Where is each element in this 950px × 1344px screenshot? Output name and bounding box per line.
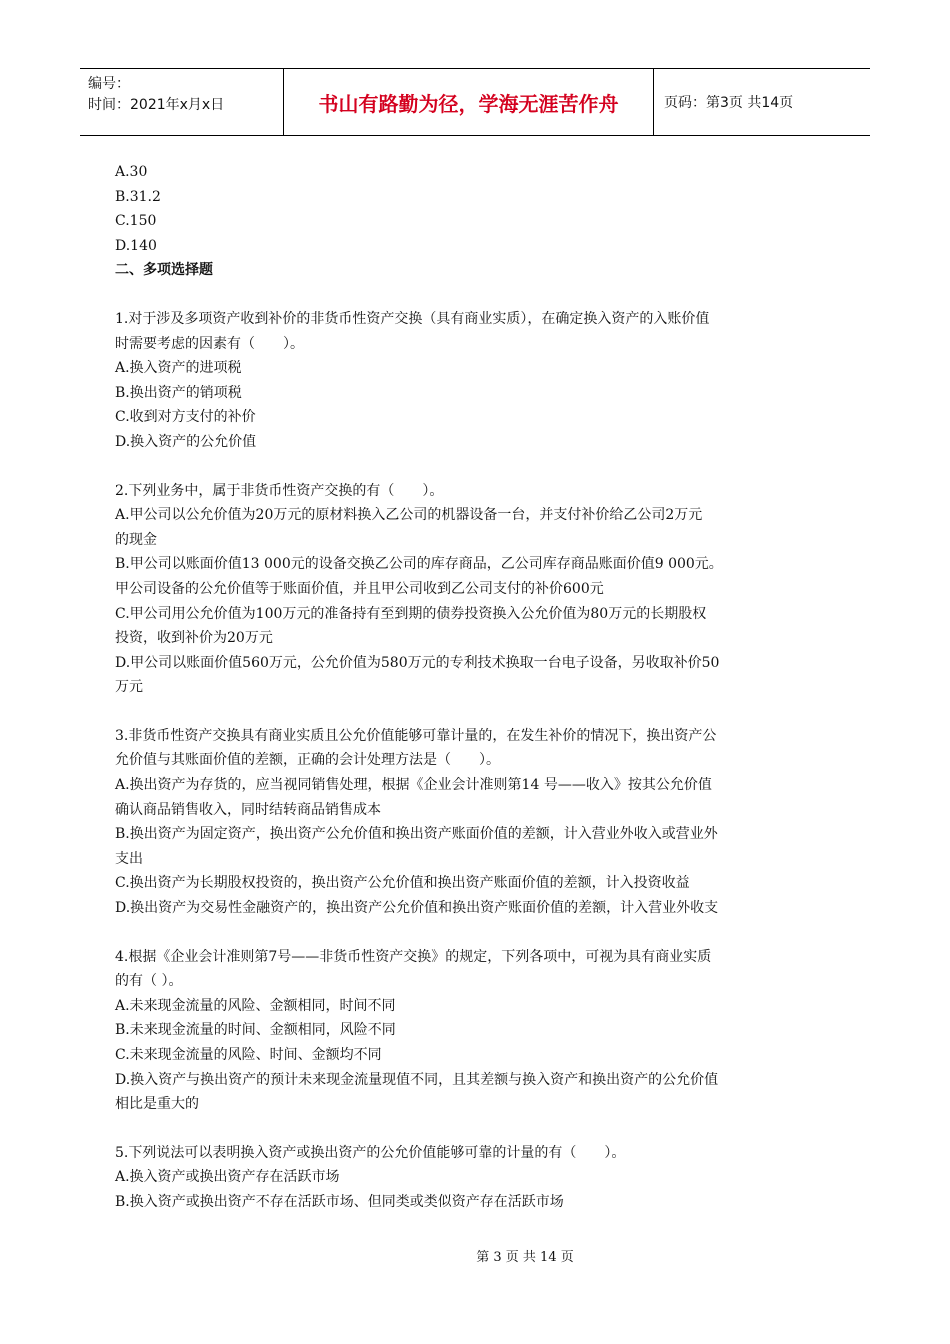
answer-option: A.未来现金流量的风险、金额相同，时间不同	[115, 997, 396, 1014]
header-top-rule	[80, 68, 870, 69]
question	[115, 724, 840, 921]
answer-option: B.换出资产的销项税	[115, 384, 242, 401]
answer-option: 相比是重大的	[115, 1096, 199, 1113]
answer-option: A.换入资产的进项税	[115, 360, 242, 377]
question-gap	[115, 455, 840, 479]
date-label: 时间：2021年x月x日	[88, 97, 225, 113]
question	[115, 1141, 840, 1215]
answer-option: 支出	[115, 850, 143, 867]
question-stem: 5.下列说法可以表明换入资产或换出资产的公允价值能够可靠的计量的有（ ）。	[115, 1144, 626, 1161]
question-gap	[115, 283, 840, 307]
question-stem: 的有（ ）。	[115, 973, 183, 990]
answer-option: 投资，收到补价为20万元	[115, 630, 273, 647]
question-stem: 时需要考虑的因素有（ ）。	[115, 335, 304, 352]
answer-option: C.未来现金流量的风险、时间、金额均不同	[115, 1047, 382, 1063]
prev-option: D.140	[115, 237, 157, 254]
answer-option: 甲公司设备的公允价值等于账面价值，并且甲公司收到乙公司支付的补价600元	[115, 580, 604, 597]
answer-option: B.换入资产或换出资产不存在活跃市场、但同类或类似资产存在活跃市场	[115, 1193, 564, 1210]
serial-label: 编号：	[88, 76, 130, 92]
question	[115, 945, 840, 1117]
answer-option: B.甲公司以账面价值13 000元的设备交换乙公司的库存商品，乙公司库存商品账面价值9 000元。	[115, 556, 723, 573]
prev-option: A.30	[115, 164, 148, 180]
answer-option: 确认商品销售收入，同时结转商品销售成本	[115, 801, 381, 818]
answer-option: A.换出资产为存货的，应当视同销售处理，根据《企业会计准则第14 号——收入》按其公允价值	[115, 777, 712, 794]
header-bottom-rule	[80, 135, 870, 136]
question-gap	[115, 700, 840, 724]
header-page-label: 页码：第3页 共14页	[664, 95, 794, 111]
answer-option: D.换出资产为交易性金融资产的，换出资产公允价值和换出资产账面价值的差额，计入营业外收支	[115, 900, 719, 917]
header-motto: 书山有路勤为径，学海无涯苦作舟	[318, 91, 619, 116]
page-footer: 第 3 页 共 14 页	[476, 1250, 574, 1265]
question	[115, 479, 840, 700]
answer-option: 万元	[115, 679, 143, 696]
prev-option: B.31.2	[115, 188, 161, 205]
answer-option: D.甲公司以账面价值560万元，公允价值为580万元的专利技术换取一台电子设备，另收取补价50	[115, 654, 720, 671]
answer-option: A.甲公司以公允价值为20万元的原材料换入乙公司的机器设备一台，并支付补价给乙公司2万元	[115, 507, 703, 524]
question-list	[115, 283, 840, 1215]
header-meta	[80, 68, 283, 136]
question-stem: 2.下列业务中，属于非货币性资产交换的有（ ）。	[115, 482, 444, 499]
answer-option: B.未来现金流量的时间、金额相同，风险不同	[115, 1022, 396, 1039]
question	[115, 307, 840, 455]
answer-option: C.甲公司用公允价值为100万元的准备持有至到期的债券投资换入公允价值为80万元的长期股权	[115, 605, 707, 622]
answer-option: D.换入资产的公允价值	[115, 433, 257, 450]
answer-option: D.换入资产与换出资产的预计未来现金流量现值不同，且其差额与换入资产和换出资产的公允价值	[115, 1071, 719, 1088]
answer-option: C.换出资产为长期股权投资的，换出资产公允价值和换出资产账面价值的差额，计入投资收益	[115, 875, 690, 892]
page-header	[80, 68, 870, 136]
question-stem: 允价值与其账面价值的差额，正确的会计处理方法是（ ）。	[115, 752, 500, 769]
question-stem: 1.对于涉及多项资产收到补价的非货币性资产交换（具有商业实质），在确定换入资产的入账价值	[115, 310, 710, 327]
answer-option: A.换入资产或换出资产存在活跃市场	[115, 1169, 340, 1186]
section-title: 二、多项选择题	[115, 262, 213, 279]
answer-option: B.换出资产为固定资产，换出资产公允价值和换出资产账面价值的差额，计入营业外收入或营业外	[115, 826, 718, 843]
question-gap	[115, 1117, 840, 1141]
document-body	[115, 160, 840, 1215]
answer-option: 的现金	[115, 531, 157, 548]
question-gap	[115, 921, 840, 945]
question-stem: 3.非货币性资产交换具有商业实质且公允价值能够可靠计量的，在发生补价的情况下，换出资产公	[115, 727, 717, 744]
prev-option: C.150	[115, 213, 157, 230]
answer-option: C.收到对方支付的补价	[115, 409, 256, 426]
question-stem: 4.根据《企业会计准则第7号——非货币性资产交换》的规定，下列各项中，可视为具有商业实质	[115, 948, 712, 965]
